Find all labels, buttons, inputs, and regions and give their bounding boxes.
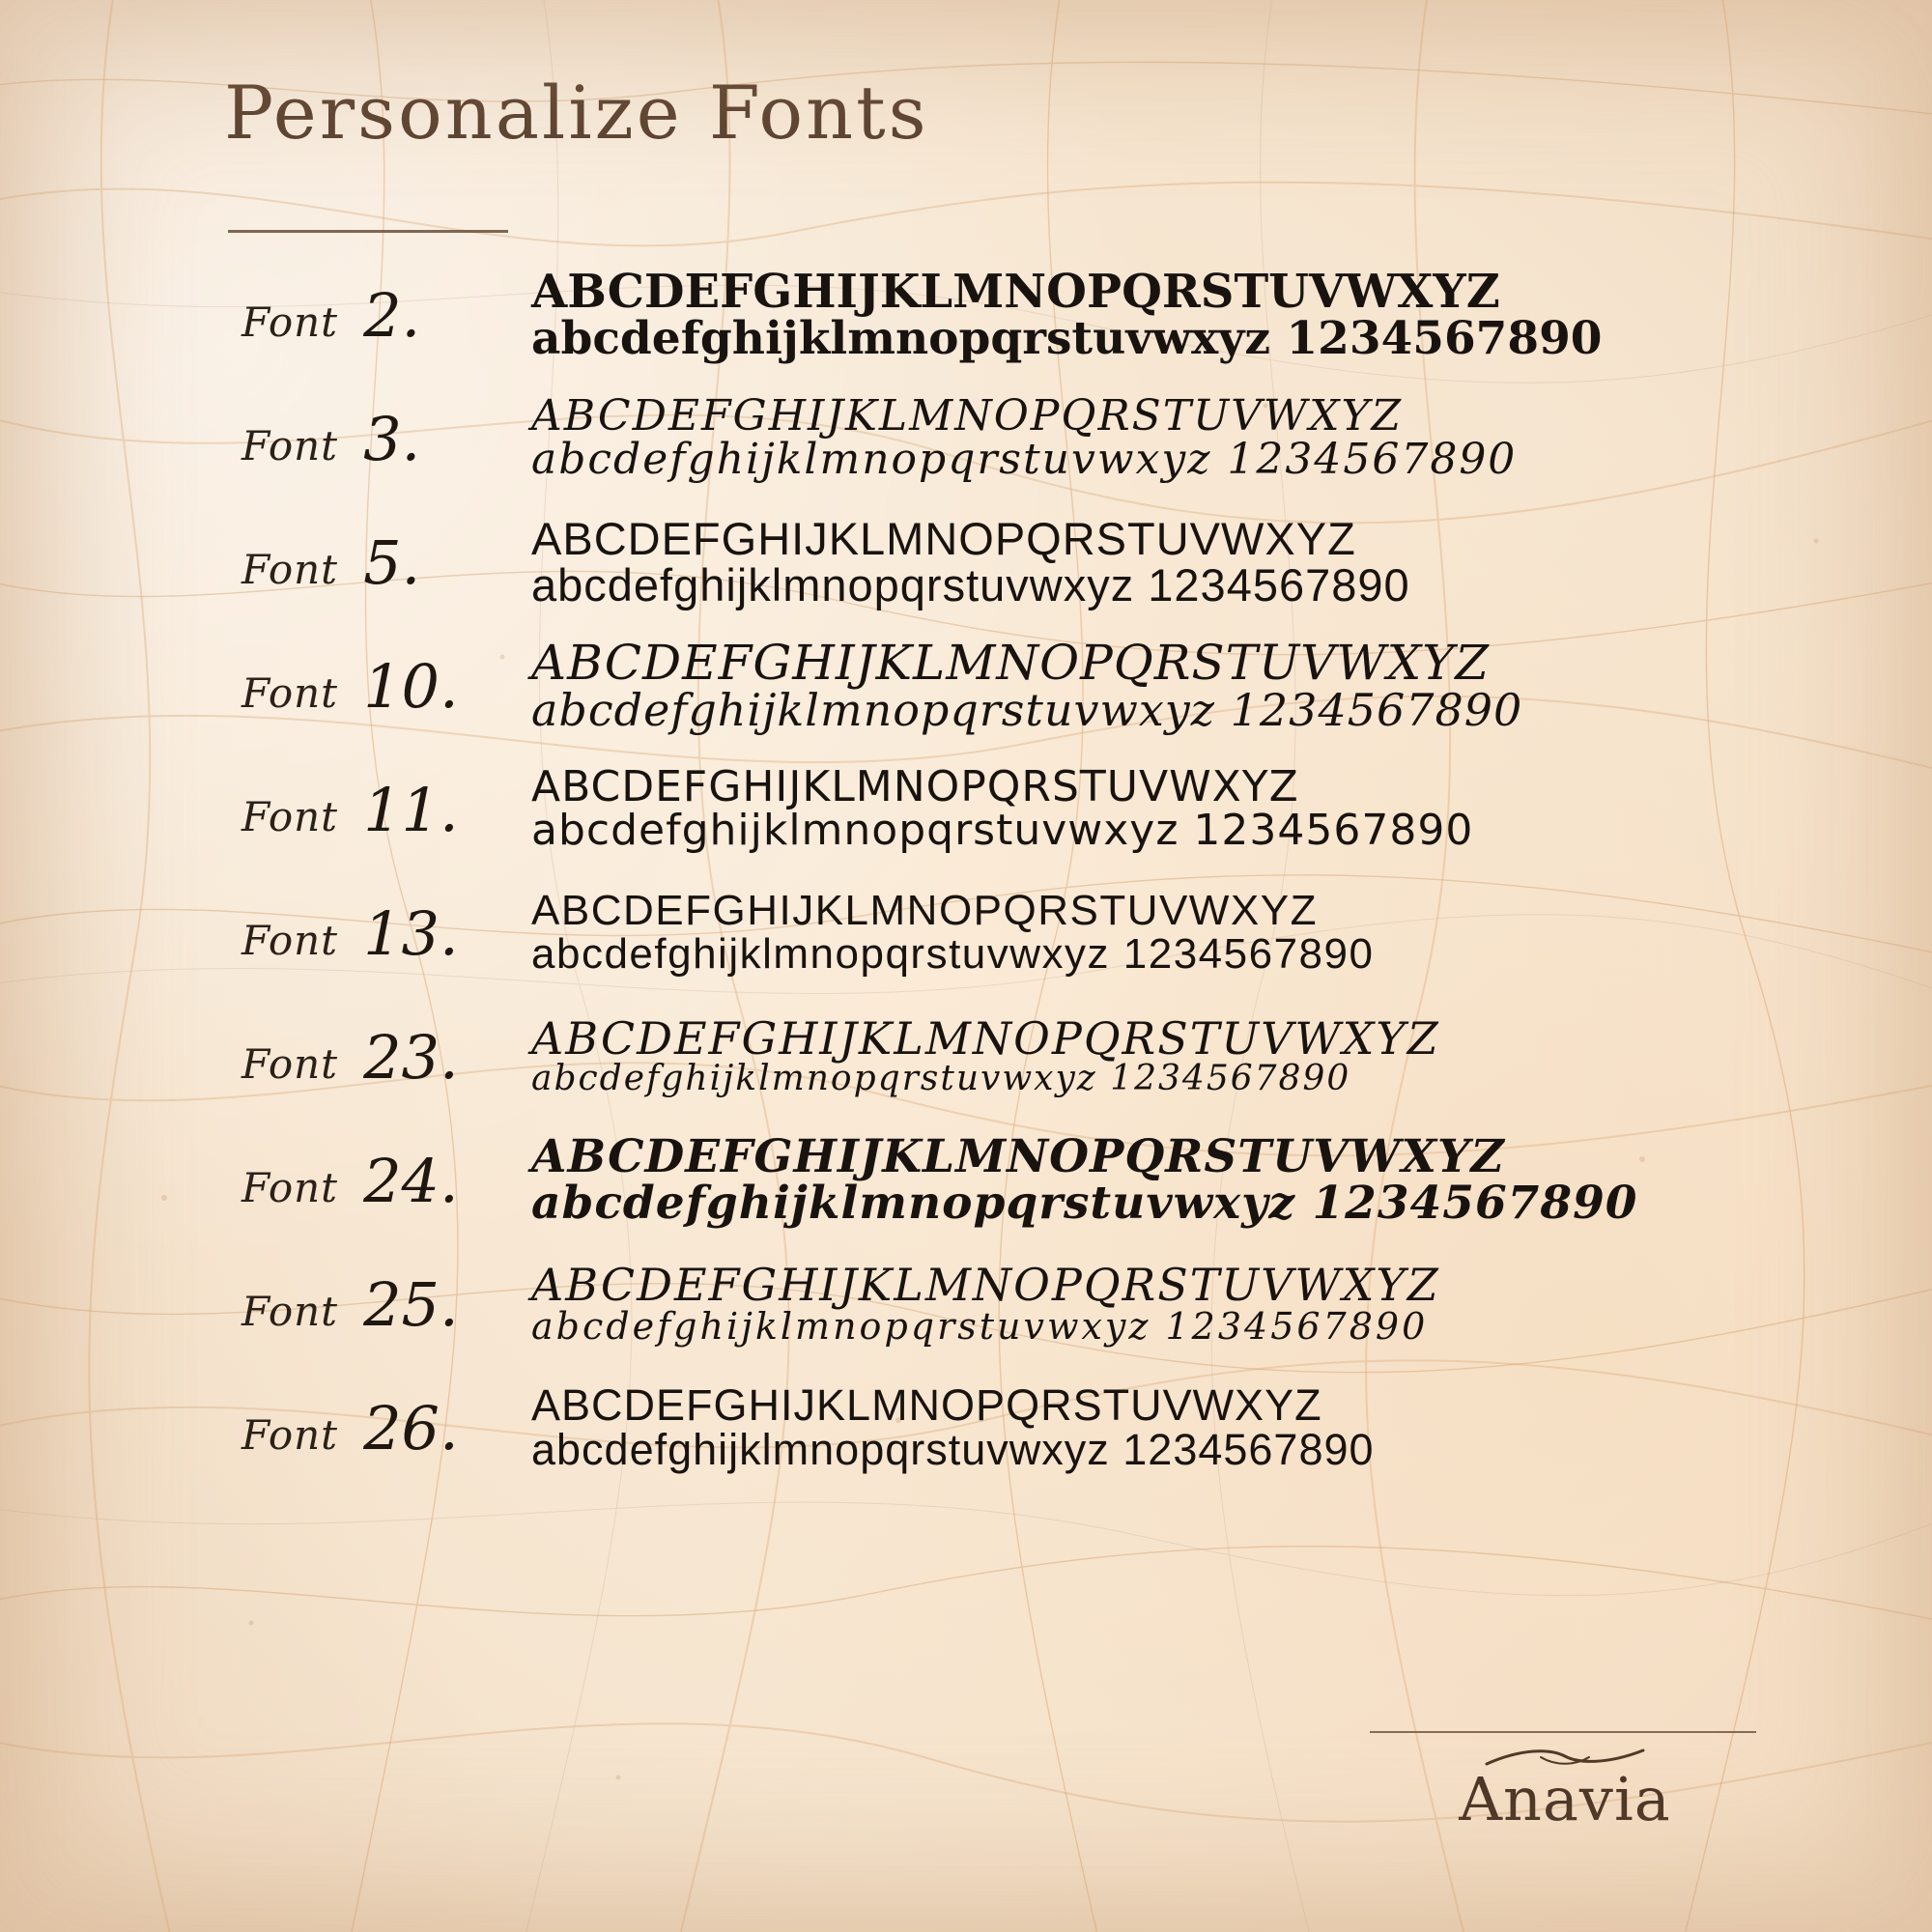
font-row[interactable]	[0, 995, 1932, 1119]
specimen-lowercase: abcdefghijklmnopqrstuvwxyz 1234567890	[531, 311, 1603, 365]
title-divider	[228, 230, 508, 233]
font-label-number: 11.	[363, 774, 459, 845]
font-specimen	[531, 887, 1375, 978]
font-label-number: 2.	[363, 279, 421, 351]
font-row[interactable]	[0, 748, 1932, 871]
font-specimen	[531, 513, 1410, 611]
specimen-uppercase: ABCDEFGHIJKLMNOPQRSTUVWXYZ	[531, 887, 1318, 935]
font-label-number: 3.	[363, 403, 421, 474]
font-label-word: Font	[242, 298, 339, 346]
brand-logo	[1372, 1745, 1758, 1834]
font-label-word: Font	[242, 545, 339, 593]
specimen-uppercase: ABCDEFGHIJKLMNOPQRSTUVWXYZ	[531, 1259, 1440, 1312]
font-row[interactable]	[0, 1242, 1932, 1366]
font-specimen	[531, 635, 1523, 737]
specimen-uppercase: ABCDEFGHIJKLMNOPQRSTUVWXYZ	[531, 635, 1491, 692]
font-label-number: 13.	[363, 897, 459, 969]
font-specimen	[531, 1012, 1440, 1099]
font-label-word: Font	[242, 421, 339, 469]
font-specimen	[531, 1259, 1440, 1349]
font-specimen	[531, 1130, 1638, 1230]
font-specimen	[531, 1380, 1375, 1474]
specimen-lowercase: abcdefghijklmnopqrstuvwxyz 1234567890	[531, 435, 1518, 484]
specimen-lowercase: abcdefghijklmnopqrstuvwxyz 1234567890	[531, 684, 1523, 737]
font-label-word: Font	[242, 1163, 339, 1211]
font-label-word: Font	[242, 1287, 339, 1335]
specimen-uppercase: ABCDEFGHIJKLMNOPQRSTUVWXYZ	[531, 513, 1356, 565]
font-specimen	[531, 762, 1474, 855]
font-label-word: Font	[242, 916, 339, 964]
font-label-number: 26.	[363, 1392, 459, 1463]
specimen-uppercase: ABCDEFGHIJKLMNOPQRSTUVWXYZ	[531, 762, 1299, 812]
font-label-number: 24.	[363, 1145, 459, 1216]
font-row[interactable]	[0, 871, 1932, 995]
font-label-number: 25.	[363, 1268, 459, 1340]
font-row[interactable]	[0, 1366, 1932, 1490]
font-row[interactable]	[0, 624, 1932, 748]
specimen-lowercase: abcdefghijklmnopqrstuvwxyz 1234567890	[531, 930, 1375, 978]
font-label-number: 10.	[363, 650, 459, 722]
font-row[interactable]	[0, 500, 1932, 624]
specimen-lowercase: abcdefghijklmnopqrstuvwxyz 1234567890	[531, 1305, 1429, 1349]
font-label-word: Font	[242, 668, 339, 717]
specimen-lowercase: abcdefghijklmnopqrstuvwxyz 1234567890	[531, 1177, 1638, 1230]
font-label-number: 5.	[363, 526, 421, 598]
font-specimen	[531, 264, 1603, 365]
font-label-number: 23.	[363, 1021, 459, 1093]
specimen-uppercase: ABCDEFGHIJKLMNOPQRSTUVWXYZ	[531, 264, 1500, 319]
specimen-uppercase: ABCDEFGHIJKLMNOPQRSTUVWXYZ	[531, 391, 1404, 441]
specimen-uppercase: ABCDEFGHIJKLMNOPQRSTUVWXYZ	[531, 1380, 1322, 1431]
specimen-lowercase: abcdefghijklmnopqrstuvwxyz 1234567890	[531, 1059, 1351, 1099]
font-label-word: Font	[242, 1039, 339, 1088]
page-title: Personalize Fonts	[224, 70, 929, 156]
specimen-uppercase: ABCDEFGHIJKLMNOPQRSTUVWXYZ	[531, 1012, 1440, 1065]
font-label-word: Font	[242, 792, 339, 840]
specimen-lowercase: abcdefghijklmnopqrstuvwxyz 1234567890	[531, 1425, 1375, 1474]
specimen-uppercase: ABCDEFGHIJKLMNOPQRSTUVWXYZ	[531, 1130, 1505, 1184]
font-row[interactable]	[0, 1119, 1932, 1242]
font-label-word: Font	[242, 1410, 339, 1459]
brand-name: Anavia	[1459, 1764, 1671, 1834]
font-row[interactable]	[0, 253, 1932, 377]
specimen-lowercase: abcdefghijklmnopqrstuvwxyz 1234567890	[531, 559, 1410, 611]
footer-divider	[1370, 1731, 1756, 1733]
font-row[interactable]	[0, 377, 1932, 500]
specimen-lowercase: abcdefghijklmnopqrstuvwxyz 1234567890	[531, 806, 1474, 855]
font-list	[0, 253, 1932, 1490]
font-specimen	[531, 391, 1518, 484]
